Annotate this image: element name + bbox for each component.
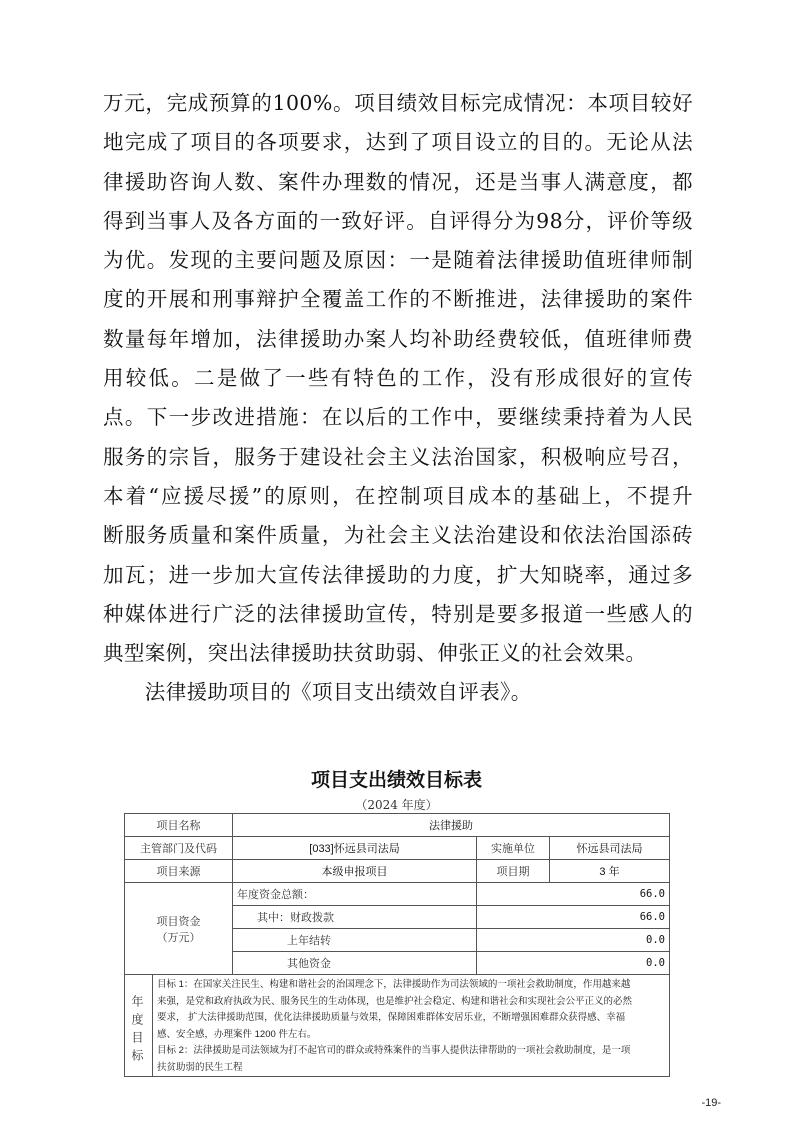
paragraph-line: 本着“应援尽援”的原则，在控制项目成本的基础上，不提升 [103,483,693,508]
project-name-label: 项目名称 [125,814,233,837]
body-paragraph [103,84,693,713]
goal-line: 要求， 扩大法律援助范围，优化法律援助质量与效果，保障困难群体安居乐业，不断增强困难群众获得感、幸福 [157,1012,626,1023]
funds-carryover-label: 上年结转 [233,929,477,952]
source-value: 本级申报项目 [233,860,477,883]
table-title: 项目支出绩效目标表 [310,769,482,791]
funds-carryover-value: 0.0 [477,929,670,952]
paragraph-line: 为优。发现的主要问题及原因：一是随着法律援助值班律师制 [103,248,693,273]
project-name-value: 法律援助 [233,814,670,837]
impl-unit-value: 怀远县司法局 [550,837,670,860]
paragraph-line: 地完成了项目的各项要求，达到了项目设立的目的。无论从法 [103,130,693,155]
paragraph-line: 点。下一步改进措施：在以后的工作中，要继续秉持着为人民 [103,405,693,430]
paragraph-line: 得到当事人及各方面的一致好评。自评得分为98分，评价等级 [103,208,693,233]
table-row [125,883,670,906]
funds-label [125,883,233,975]
goal-line: 扶贫助弱的民生工程 [157,1061,243,1073]
paragraph-line: 度的开展和刑事辩护全覆盖工作的不断推进，法律援助的案件 [103,287,693,312]
annual-goal-label: 年度目标 [130,995,144,1067]
dept-label: 主管部门及代码 [125,837,233,860]
table-row [125,860,670,883]
paragraph-line: 法律援助项目的《项目支出绩效自评表》。 [103,680,532,705]
paragraph-line: 加瓦；进一步加大宣传法律援助的力度，扩大知晓率，通过多 [103,562,693,587]
paragraph-line: 数量每年增加，法律援助办案人均补助经费较低，值班律师费 [103,326,693,351]
goal-line: 目标 2：法律援助是司法领域为打不起官司的群众或特殊案件的当事人提供法律帮助的一项社会救助制度，是一项 [157,1045,631,1056]
paragraph-line: 律援助咨询人数、案件办理数的情况，还是当事人满意度，都 [103,169,693,194]
funds-total-value: 66.0 [477,883,670,906]
period-label: 项目期 [477,860,550,883]
table-year: （2024 年度） [355,798,438,812]
paragraph-line: 服务的宗旨，服务于建设社会主义法治国家，积极响应号召， [103,444,693,469]
paragraph-line: 用较低。二是做了一些有特色的工作，没有形成很好的宣传 [103,366,693,391]
goal-line: 目标 1：在国家关注民生、构建和谐社会的治国理念下，法律援助作为司法领域的一项社会救助制度，作用越来越 [157,979,631,990]
period-value: 3 年 [550,860,670,883]
annual-goal-label-cell [125,975,153,1077]
funds-total-label: 年度资金总额： [233,883,477,906]
table-row [125,814,670,837]
page-number: -19- [701,1097,721,1109]
goal-text [157,975,665,1076]
paragraph-line: 典型案例，突出法律援助扶贫助弱、伸张正义的社会效果。 [103,641,647,666]
dept-value: [033]怀远县司法局 [233,837,477,860]
paragraph-line: 种媒体进行广泛的法律援助宣传，特别是要多报道一些感人的 [103,601,693,626]
funds-fiscal-value: 66.0 [477,906,670,929]
funds-other-value: 0.0 [477,952,670,975]
source-label: 项目来源 [125,860,233,883]
funds-other-label: 其他资金 [233,952,477,975]
funds-label-line: 项目资金 [156,914,201,928]
performance-table [124,813,670,1077]
table-row [125,975,670,1077]
funds-fiscal-label: 其中：财政拨款 [233,906,477,929]
funds-label-line: （万元） [156,930,201,944]
goal-line: 感、安全感，办理案件 1200 件左右。 [157,1028,317,1040]
table-row [125,837,670,860]
paragraph-line: 断服务质量和案件质量，为社会主义法治建设和依法治国添砖 [103,523,693,548]
impl-unit-label: 实施单位 [477,837,550,860]
annual-goal-content [153,975,670,1077]
goal-line: 来强，是党和政府执政为民、服务民生的生动体现，也是维护社会稳定、构建和谐社会和实现社会公平正义的必然 [157,995,633,1007]
paragraph-line: 万元，完成预算的100%。项目绩效目标完成情况：本项目较好 [103,91,693,115]
